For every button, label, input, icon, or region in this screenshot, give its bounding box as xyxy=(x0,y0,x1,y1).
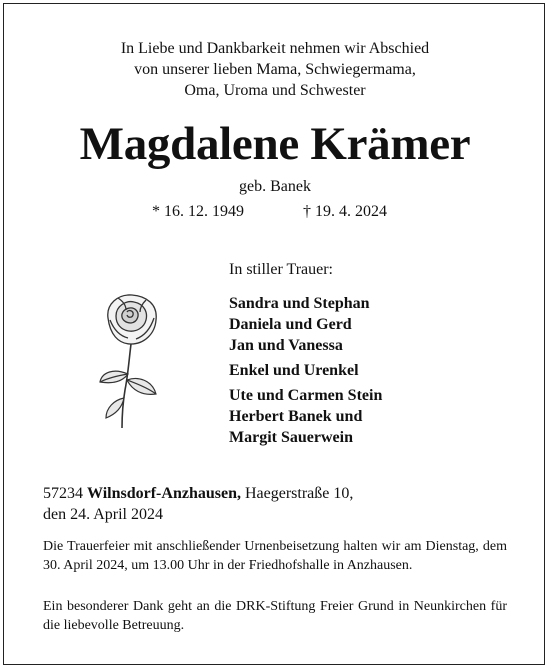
mourning-title: In stiller Trauer: xyxy=(229,261,333,278)
mourner-group xyxy=(229,360,382,381)
ceremony-notice: Die Trauerfeier mit anschließender Urnenbeisetzung halten wir am Dienstag, dem 30. April 2024, um 13.00 Uhr in der Friedhofshalle in Anzhausen. xyxy=(43,539,507,573)
maiden-name: geb. Banek xyxy=(239,178,311,195)
street: Haegerstraße 10, xyxy=(244,485,354,502)
intro-text xyxy=(0,38,550,101)
rose-icon xyxy=(98,290,168,435)
mourner-name: Herbert Banek und xyxy=(229,408,363,425)
mourner-name: Sandra und Stephan xyxy=(229,295,370,312)
postal-code: 57234 xyxy=(43,485,83,502)
mourners-list xyxy=(229,293,382,452)
address-line xyxy=(43,483,353,504)
intro-line: von unserer lieben Mama, Schwiegermama, xyxy=(134,61,416,78)
death-date: † 19. 4. 2024 xyxy=(303,203,387,220)
notice-date: den 24. April 2024 xyxy=(43,506,163,523)
mourner-name: Margit Sauerwein xyxy=(229,429,353,446)
mourner-name: Ute und Carmen Stein xyxy=(229,387,383,404)
mourner-group xyxy=(229,293,382,356)
deceased-name: Magdalene Krämer xyxy=(79,118,471,170)
intro-line: Oma, Uroma und Schwester xyxy=(184,82,366,99)
mourner-name: Daniela und Gerd xyxy=(229,316,352,333)
mourner-group xyxy=(229,385,382,448)
mourner-name: Jan und Vanessa xyxy=(229,337,343,354)
birth-date: * 16. 12. 1949 xyxy=(152,203,244,220)
thanks-notice: Ein besonderer Dank geht an die DRK-Stiftung Freier Grund in Neunkirchen für die liebevolle Betreuung. xyxy=(43,599,507,633)
mourner-name: Enkel und Urenkel xyxy=(229,362,359,379)
intro-line: In Liebe und Dankbarkeit nehmen wir Abschied xyxy=(120,40,430,57)
address-block xyxy=(43,483,353,525)
town: Wilnsdorf-Anzhausen, xyxy=(87,485,241,502)
